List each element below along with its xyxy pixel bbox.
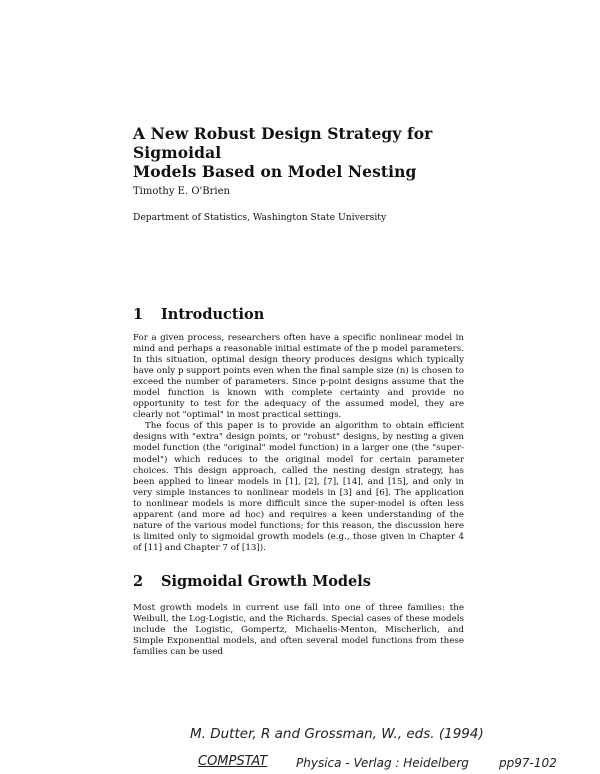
section-2-title: Sigmoidal Growth Models	[161, 573, 371, 590]
section-1-body	[133, 333, 464, 554]
section-1-paragraph-2: The focus of this paper is to provide an algorithm to obtain efficient designs with "extra" design points, or "robust" designs, by nesting a given model function (the "original" model function) in a larger one (the "super-model") which reduces to the original model for certain parameter choices. This design approach, called the nesting design strategy, has been applied to linear models in [1], [2], [7], [14], and [15], and only in very simple instances to nonlinear models in [3] and [6]. The application to nonlinear models is more difficult since the super-model is often less apparent (and more ad hoc) and requires a keen understanding of the nature of the various model functions; for this reason, the discussion here is limited only to sigmoidal growth models (e.g., those given in Chapter 4 of [11] and Chapter 7 of [13]).	[133, 421, 464, 553]
title-line-2: Models Based on Model Nesting	[133, 162, 417, 181]
section-2-number: 2	[133, 573, 144, 590]
section-2-heading	[133, 573, 371, 590]
section-1-paragraph-1: For a given process, researchers often have a specific nonlinear model in mind and perhaps a reasonable initial estimate of the p model parameters. In this situation, optimal design theory produces designs which typically have only p support points even when the final sample size (n) is chosen to exceed the number of parameters. Since p-point designs assume that the model function is known with complete certainty and provide no opportunity to test for the adequacy of the assumed model, they are clearly not "optimal" in most practical settings.	[133, 333, 464, 421]
section-2-body	[133, 603, 464, 658]
section-1-title: Introduction	[161, 306, 265, 323]
author-name: Timothy E. O'Brien	[133, 186, 230, 197]
section-1-number: 1	[133, 306, 144, 323]
paper-title	[133, 124, 513, 181]
handwritten-conference: COMPSTAT	[198, 754, 268, 769]
handwritten-publisher: Physica - Verlag : Heidelberg	[296, 756, 469, 770]
section-2-paragraph-1: Most growth models in current use fall into one of three families: the Weibull, the Log-Logistic, and the Richards. Special cases of these models include the Logistic, Gompertz, Michaelis-Menton, Mischerlich, and Simple Exponential models, and often several model functions from these families can be used	[133, 603, 464, 658]
title-line-1: A New Robust Design Strategy for Sigmoidal	[133, 124, 433, 162]
handwritten-pages: pp97-102	[499, 756, 557, 770]
author-affiliation: Department of Statistics, Washington State University	[133, 212, 387, 223]
handwritten-citation: M. Dutter, R and Grossman, W., eds. (1994)	[190, 726, 484, 742]
section-1-heading	[133, 306, 264, 323]
